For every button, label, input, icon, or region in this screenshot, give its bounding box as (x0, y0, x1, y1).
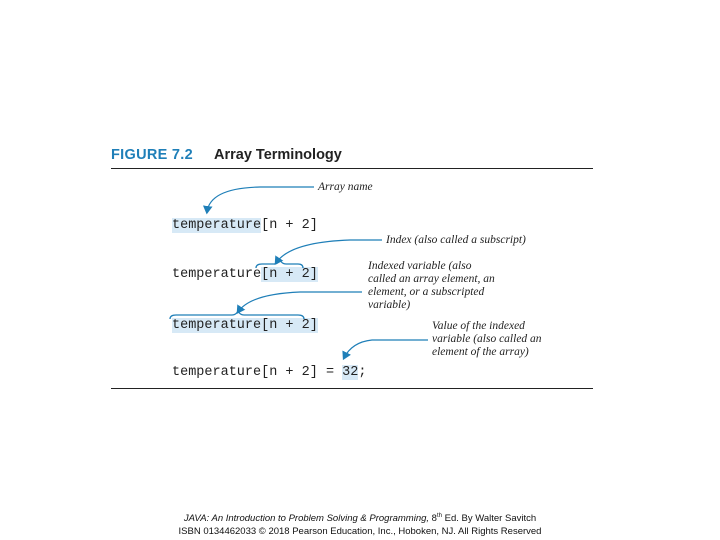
footer-book-title: JAVA: An Introduction to Problem Solving & Programming, (183, 513, 432, 525)
assign-operator: = (317, 365, 343, 380)
array-name: temperature (172, 318, 262, 333)
footer-edition-sup: th (436, 513, 442, 519)
footer-edition: 8 (431, 513, 437, 525)
array-name: temperature (172, 267, 262, 282)
arrow-array-name (207, 187, 314, 212)
arrow-index (276, 240, 382, 263)
array-name: temperature (172, 365, 262, 380)
note-value: Value of the indexed variable (also called an element of the array) (432, 320, 542, 358)
footer-line-1 (0, 513, 720, 524)
figure-title: Array Terminology (214, 147, 342, 163)
index-expr: [n + 2] (261, 365, 318, 380)
arrow-indexed-variable (238, 292, 362, 312)
footer-edition-rest: Ed. By Walter Savitch (441, 513, 537, 525)
index-expr: [n + 2] (261, 218, 318, 233)
note-indexed-variable: Indexed variable (also called an array element, an element, or a subscripted variable) (368, 260, 495, 311)
index-expr: [n + 2] (261, 318, 318, 333)
note-index: Index (also called a subscript) (386, 234, 526, 246)
note-array-name: Array name (318, 181, 373, 193)
arrow-value (344, 340, 428, 358)
assign-value-highlight: 32 (342, 365, 359, 380)
array-name-highlight: temperature (172, 218, 262, 233)
semicolon: ; (358, 365, 367, 380)
index-expr-highlight: [n + 2] (261, 267, 318, 282)
brace-index (256, 260, 303, 268)
brace-indexed-variable (170, 311, 304, 319)
figure-number: FIGURE 7.2 (111, 147, 193, 163)
footer-line-2: ISBN 0134462033 © 2018 Pearson Education, Inc., Hoboken, NJ. All Rights Reserved (178, 526, 542, 537)
